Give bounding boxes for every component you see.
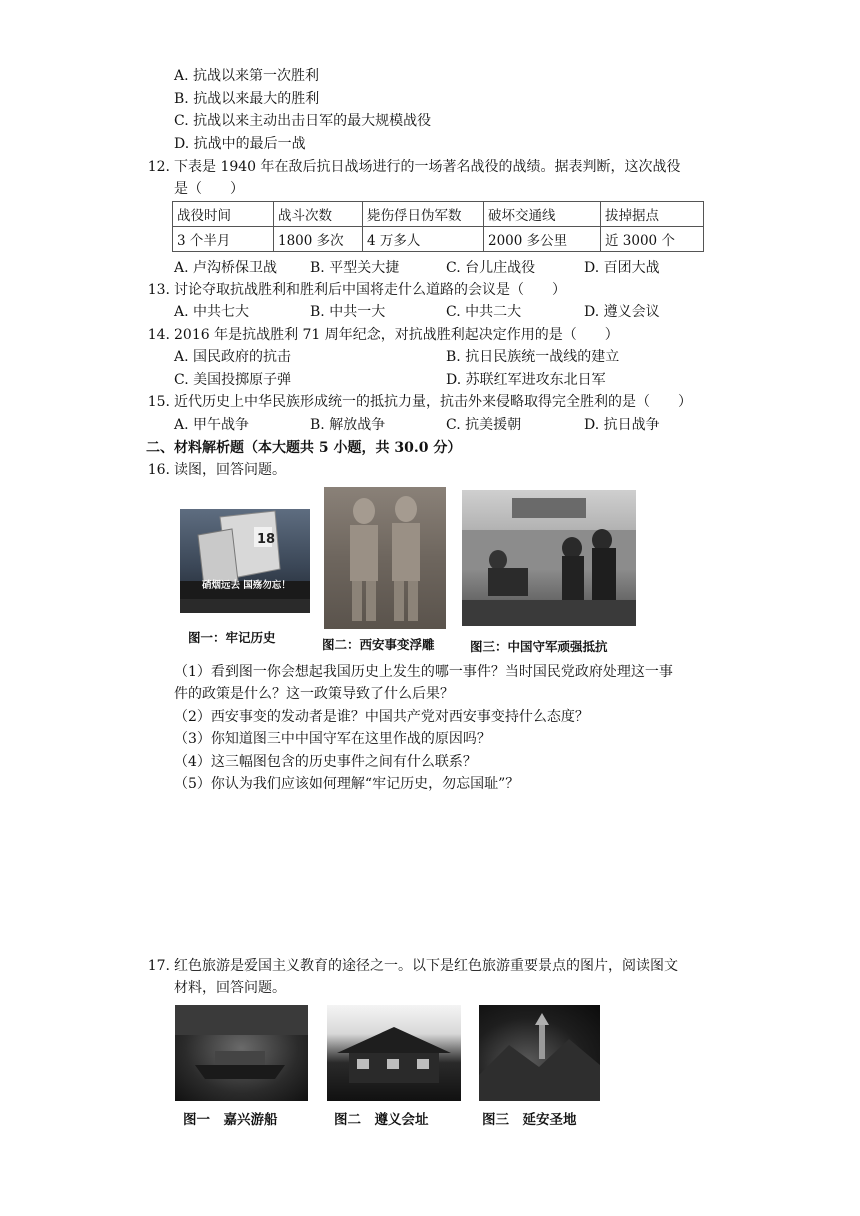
q14-stem: 2016 年是抗战胜利 71 周年纪念，对抗战胜利起决定作用的是（ ） <box>174 327 619 343</box>
q12-option-a[interactable]: A. 卢沟桥保卫战 <box>174 260 278 276</box>
svg-text:18: 18 <box>257 532 276 547</box>
zunyi-site-photo <box>327 1005 461 1101</box>
q15-stem: 近代历史上中华民族形成统一的抵抗力量，抗击外来侵略取得完全胜利的是（ ） <box>174 394 692 410</box>
q16-subquestion-4: （4）这三幅图包含的历史事件之间有什么联系？ <box>174 754 477 770</box>
q14-option-d[interactable]: D. 苏联红军进攻东北日军 <box>446 372 606 388</box>
table-header-cell: 破坏交通线 <box>484 202 601 227</box>
table-cell: 近 3000 个 <box>601 227 704 252</box>
zunyi-site-art <box>327 1005 461 1101</box>
q16-subquestion-5: （5）你认为我们应该如何理解“牢记历史，勿忘国耻”？ <box>174 776 520 792</box>
q14-number: 14. <box>147 327 170 343</box>
battle-record-table <box>172 201 704 252</box>
q11-option-c[interactable]: C. 抗战以来主动出击日军的最大规模战役 <box>174 113 432 129</box>
figure-caption: 图一：牢记历史 <box>188 630 276 645</box>
q14-option-a[interactable]: A. 国民政府的抗击 <box>174 349 292 365</box>
q12-number: 12. <box>147 159 170 175</box>
table-header-cell: 拔掉据点 <box>601 202 704 227</box>
q12-stem-cont: 是（ ） <box>174 181 244 197</box>
q13-option-b[interactable]: B. 中共一大 <box>310 304 386 320</box>
q15-option-d[interactable]: D. 抗日战争 <box>584 417 660 433</box>
q13-option-c[interactable]: C. 中共二大 <box>446 304 522 320</box>
figure-caption: 图三 延安圣地 <box>482 1112 577 1128</box>
relief-sculpture-art <box>324 487 446 629</box>
q12-option-b[interactable]: B. 平型关大捷 <box>310 260 400 276</box>
q16-subquestion-1: （1）看到图一你会想起我国历史上发生的哪一事件？当时国民党政府处理这一事 <box>174 664 673 680</box>
q16-number: 16. <box>147 462 170 478</box>
q12-stem: 下表是 1940 年在敌后抗日战场进行的一场著名战役的战绩。据表判断，这次战役 <box>174 159 681 175</box>
q13-option-a[interactable]: A. 中共七大 <box>174 304 250 320</box>
q17-stem-cont: 材料，回答问题。 <box>174 980 286 996</box>
memorial-banner-text: 硝烟远去 国殇勿忘！ <box>202 580 291 591</box>
q12-option-c[interactable]: C. 台儿庄战役 <box>446 260 536 276</box>
q13-option-d[interactable]: D. 遵义会议 <box>584 304 660 320</box>
q15-option-b[interactable]: B. 解放战争 <box>310 417 386 433</box>
table-header-cell: 战斗次数 <box>274 202 363 227</box>
figure-caption: 图三：中国守军顽强抵抗 <box>470 639 608 654</box>
q13-stem: 讨论夺取抗战胜利和胜利后中国将走什么道路的会议是（ ） <box>174 282 566 298</box>
jiaxing-boat-art <box>175 1005 308 1101</box>
table-header-row <box>173 202 704 227</box>
section-heading: 二、材料解析题（本大题共 5 小题，共 30.0 分） <box>146 440 462 456</box>
q15-option-c[interactable]: C. 抗美援朝 <box>446 417 522 433</box>
q17-stem: 红色旅游是爱国主义教育的途径之一。以下是红色旅游重要景点的图片，阅读图文 <box>174 958 678 974</box>
q15-option-a[interactable]: A. 甲午战争 <box>174 417 250 433</box>
table-header-cell: 毙伤俘日伪军数 <box>363 202 484 227</box>
yanan-site-photo <box>479 1005 600 1101</box>
q13-number: 13. <box>147 282 170 298</box>
table-cell: 4 万多人 <box>363 227 484 252</box>
figure-caption: 图二：西安事变浮雕 <box>322 637 435 652</box>
jiaxing-boat-photo <box>175 1005 308 1101</box>
q14-option-b[interactable]: B. 抗日民族统一战线的建立 <box>446 349 620 365</box>
table-cell: 1800 多次 <box>274 227 363 252</box>
table-cell: 3 个半月 <box>173 227 274 252</box>
figure-caption: 图二 遵义会址 <box>334 1112 429 1128</box>
q11-option-b[interactable]: B. 抗战以来最大的胜利 <box>174 91 320 107</box>
relief-sculpture-photo <box>324 487 446 629</box>
table-cell: 2000 多公里 <box>484 227 601 252</box>
memorial-photo-art <box>180 509 310 613</box>
q16-subquestion-3: （3）你知道图三中中国守军在这里作战的原因吗？ <box>174 731 491 747</box>
q17-number: 17. <box>147 958 170 974</box>
table-header-cell: 战役时间 <box>173 202 274 227</box>
q16-stem: 读图，回答问题。 <box>174 462 286 478</box>
q11-option-a[interactable]: A. 抗战以来第一次胜利 <box>174 68 320 84</box>
figure-caption: 图一 嘉兴游船 <box>183 1112 278 1128</box>
defenders-photo <box>462 490 636 626</box>
defenders-photo-art <box>462 490 636 626</box>
memorial-photo <box>180 509 310 613</box>
yanan-site-art <box>479 1005 600 1101</box>
q15-number: 15. <box>147 394 170 410</box>
q16-subquestion-2: （2）西安事变的发动者是谁？中国共产党对西安事变持什么态度？ <box>174 709 589 725</box>
q12-option-d[interactable]: D. 百团大战 <box>584 260 660 276</box>
q11-option-d[interactable]: D. 抗战中的最后一战 <box>174 136 306 152</box>
table-row <box>173 227 704 252</box>
q14-option-c[interactable]: C. 美国投掷原子弹 <box>174 372 292 388</box>
q16-subquestion-1-cont: 件的政策是什么？这一政策导致了什么后果？ <box>174 686 454 702</box>
